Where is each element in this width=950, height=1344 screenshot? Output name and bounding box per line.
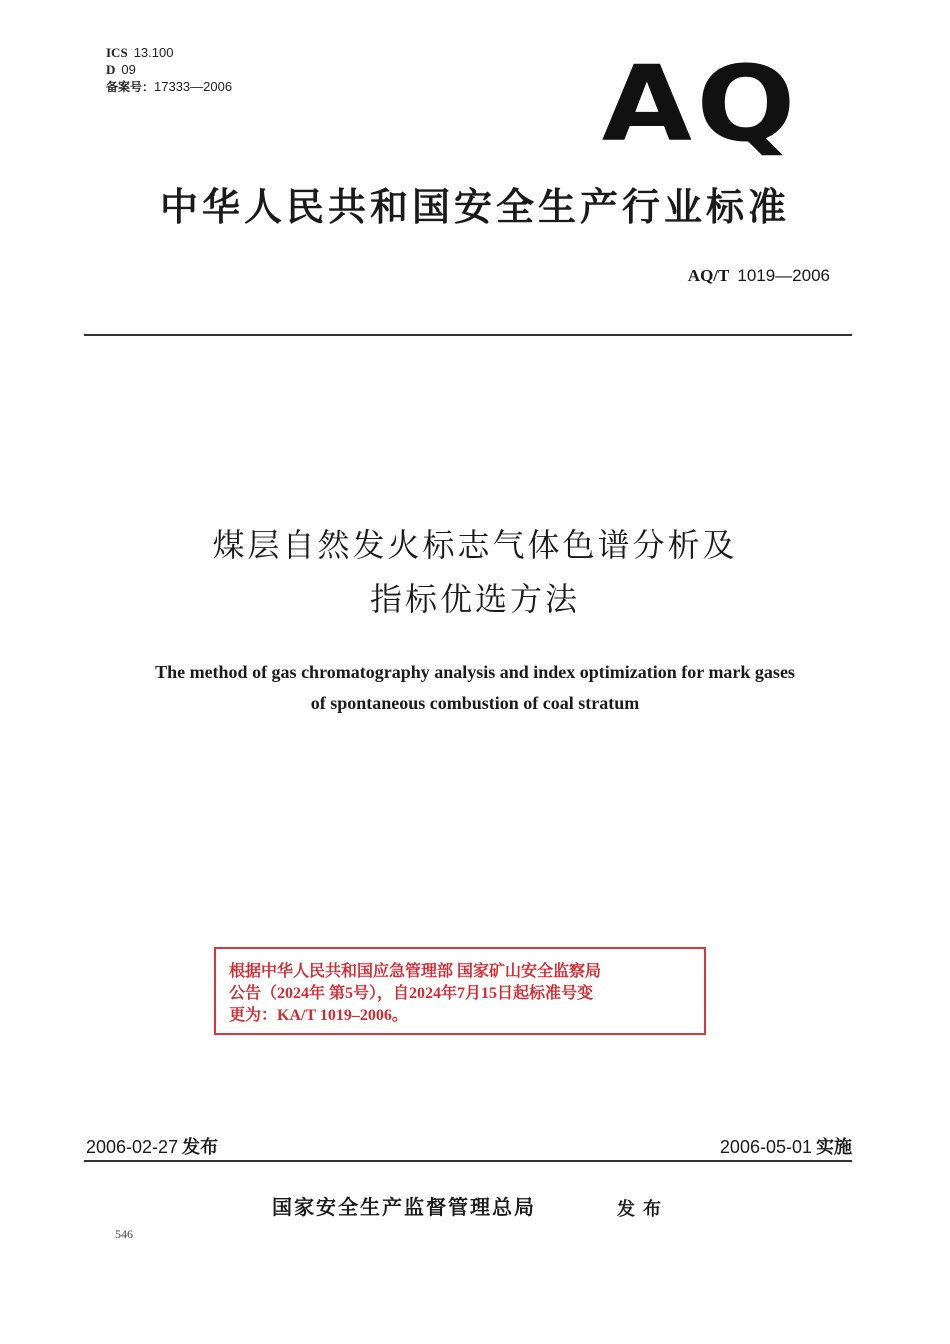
- effective-date-value: 2006-05-01: [719, 1137, 812, 1157]
- title-en-line1: The method of gas chromatography analysis and index optimization for mark gases: [155, 662, 795, 682]
- title-cn-line1: 煤层自然发火标志气体色谱分析及: [212, 526, 738, 564]
- ics-value: 13.100: [133, 45, 174, 60]
- record-label: 备案号：: [106, 80, 155, 94]
- standard-org-title: 中华人民共和国安全生产行业标准: [159, 185, 790, 229]
- ics-label: ICS: [106, 45, 128, 60]
- publish-date: [86, 1133, 218, 1159]
- header-divider: [84, 334, 852, 336]
- notice-line-2: 公告（2024年 第5号），自2024年7月15日起标准号变: [229, 985, 594, 1002]
- record-value: 17333—2006: [154, 79, 233, 94]
- publish-date-value: 2006-02-27: [86, 1137, 179, 1157]
- issuer-action: 发布: [617, 1199, 669, 1220]
- notice-line-3: 更为：KA/T 1019–2006。: [229, 1007, 408, 1024]
- footer-divider: [84, 1160, 852, 1162]
- class-label: D: [106, 62, 116, 77]
- effective-date: [720, 1133, 852, 1159]
- page-number: 546: [115, 1227, 133, 1241]
- ics-line: [106, 44, 173, 62]
- record-line: [106, 78, 232, 96]
- effective-date-label: 实施: [816, 1137, 852, 1158]
- publish-date-label: 发布: [182, 1137, 219, 1158]
- standard-code-prefix: AQ/T: [687, 266, 730, 285]
- notice-line-1: 根据中华人民共和国应急管理部 国家矿山安全监察局: [229, 963, 602, 980]
- class-line: [106, 61, 136, 79]
- standard-code-number: 1019—2006: [737, 266, 830, 285]
- aq-logo: AQ: [601, 43, 800, 165]
- title-en-line2: of spontaneous combustion of coal stratum: [310, 693, 640, 713]
- issuer-name: 国家安全生产监督管理总局: [272, 1195, 536, 1219]
- class-value: 09: [121, 62, 136, 77]
- standard-code: [688, 266, 830, 286]
- title-cn-line2: 指标优选方法: [369, 580, 580, 618]
- renumber-notice-box: [214, 947, 706, 1035]
